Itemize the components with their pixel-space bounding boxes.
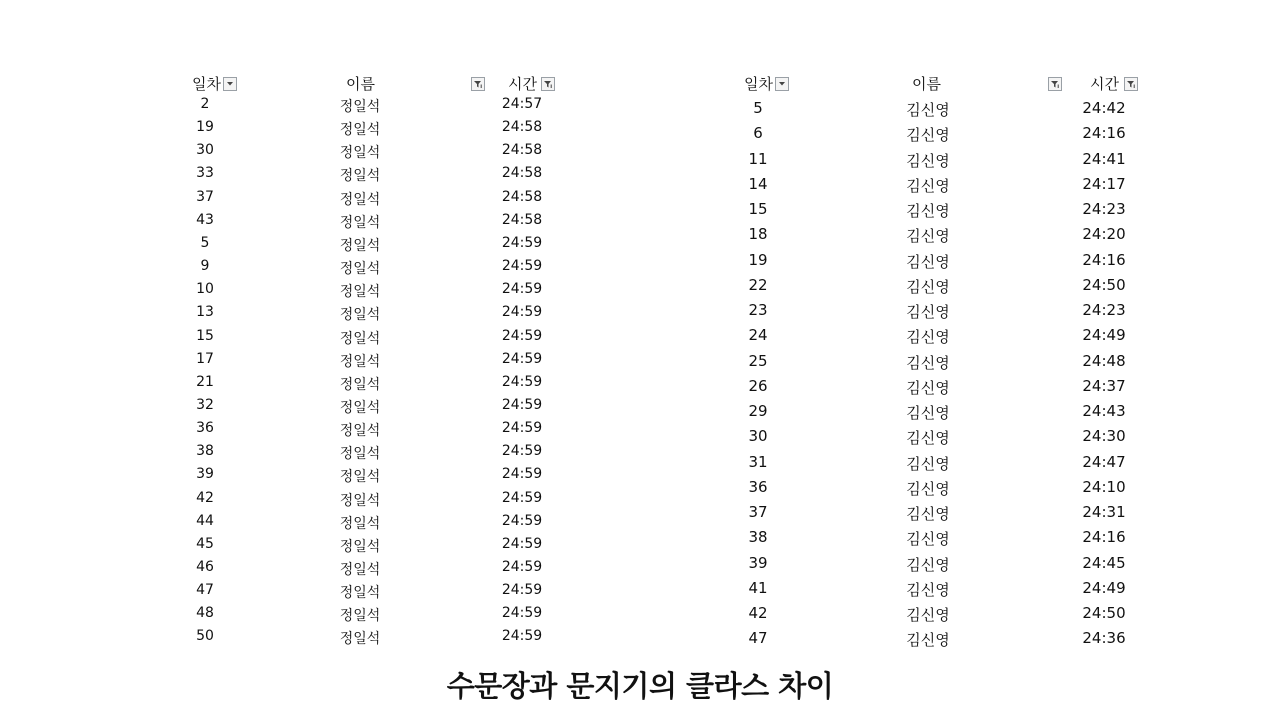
cell-day: 6 (753, 124, 763, 143)
cell-time: 24:23 (1082, 200, 1126, 218)
cell-day: 47 (196, 582, 214, 599)
cell-day: 9 (200, 258, 210, 275)
cell-day: 37 (748, 503, 768, 521)
cell-time: 24:43 (1082, 402, 1126, 420)
cell-time: 24:59 (501, 443, 543, 460)
cell-time: 24:58 (501, 188, 543, 205)
cell-time: 24:50 (1082, 275, 1126, 294)
cell-time: 24:23 (1082, 301, 1126, 319)
cell-name: 김신영 (906, 277, 950, 296)
cell-name: 김신영 (906, 429, 950, 448)
cell-day: 22 (748, 275, 768, 294)
cell-time: 24:42 (1082, 99, 1126, 117)
header-name (912, 73, 941, 94)
cell-day: 21 (196, 373, 214, 390)
cell-time: 24:59 (501, 420, 543, 437)
cell-name: 김신영 (906, 303, 950, 321)
cell-day: 39 (196, 466, 214, 483)
cell-name: 김신영 (906, 454, 950, 473)
cell-time: 24:59 (501, 373, 543, 390)
cell-time: 24:31 (1082, 503, 1126, 521)
cell-name: 김신영 (906, 328, 950, 347)
cell-day: 5 (753, 99, 763, 117)
cell-name: 김신영 (906, 505, 950, 523)
cell-name: 정일석 (339, 376, 381, 393)
cell-day: 48 (196, 605, 214, 622)
cell-time: 24:58 (501, 142, 543, 159)
cell-day: 26 (748, 376, 768, 395)
cell-day: 47 (748, 629, 768, 648)
cell-time: 24:16 (1082, 250, 1126, 269)
cell-name: 김신영 (906, 479, 950, 498)
cell-name: 김신영 (906, 606, 950, 624)
cell-time: 24:59 (501, 489, 543, 506)
cell-name: 김신영 (906, 252, 950, 271)
cell-day: 46 (196, 559, 214, 575)
cell-day: 38 (196, 443, 214, 460)
cell-time: 24:59 (501, 327, 543, 344)
cell-name: 정일석 (339, 330, 381, 347)
cell-day: 30 (748, 427, 768, 446)
cell-name: 정일석 (339, 608, 381, 625)
cell-name: 정일석 (339, 585, 381, 602)
filter-icon[interactable] (1124, 77, 1138, 91)
cell-name: 정일석 (339, 631, 381, 648)
header-name-label: 이름 (346, 75, 375, 93)
cell-day: 45 (196, 535, 214, 552)
cell-name: 정일석 (339, 261, 381, 278)
cell-name: 정일석 (339, 99, 381, 115)
cell-day: 17 (196, 350, 214, 367)
cell-day: 39 (748, 553, 768, 572)
cell-day: 15 (196, 327, 214, 344)
cell-day: 31 (748, 452, 768, 471)
cell-name: 김신영 (906, 580, 950, 599)
slide-caption: 수문장과 문지기의 클라스 차이 (446, 669, 834, 703)
cell-time: 24:10 (1082, 477, 1126, 496)
cell-name: 정일석 (339, 423, 381, 440)
cell-time: 24:17 (1082, 174, 1126, 193)
cell-name: 정일석 (339, 122, 381, 139)
cell-time: 24:58 (501, 211, 543, 228)
cell-time: 24:45 (1082, 553, 1126, 572)
cell-name: 김신영 (906, 151, 950, 170)
cell-day: 5 (200, 234, 210, 251)
cell-day: 15 (748, 200, 768, 218)
cell-name: 정일석 (339, 237, 381, 254)
cell-name: 정일석 (339, 538, 381, 555)
cell-time: 24:59 (501, 396, 543, 413)
cell-day: 36 (196, 420, 214, 437)
cell-day: 10 (196, 281, 214, 298)
cell-time: 24:58 (501, 165, 543, 182)
cell-time: 24:48 (1082, 351, 1126, 370)
cell-name: 정일석 (339, 399, 381, 416)
cell-day: 42 (748, 604, 768, 622)
cell-day: 23 (748, 301, 768, 319)
cell-name: 김신영 (906, 227, 950, 246)
cell-time: 24:50 (1082, 604, 1126, 622)
cell-name: 정일석 (339, 284, 381, 301)
chevron-down-icon[interactable] (775, 77, 789, 91)
cell-name: 정일석 (339, 145, 381, 162)
cell-name: 김신영 (906, 530, 950, 549)
cell-name: 김신영 (906, 378, 950, 397)
cell-name: 정일석 (339, 353, 381, 370)
cell-time: 24:37 (1082, 376, 1126, 395)
header-name-label: 이름 (912, 75, 941, 93)
cell-day: 43 (196, 211, 214, 228)
header-time-label: 시간 (1090, 75, 1119, 93)
cell-day: 38 (748, 528, 768, 547)
cell-day: 11 (748, 149, 768, 168)
cell-day: 2 (200, 96, 210, 112)
cell-time: 24:59 (501, 605, 543, 622)
cell-day: 36 (748, 477, 768, 496)
cell-name: 김신영 (906, 353, 950, 372)
filter-icon[interactable] (1048, 77, 1062, 91)
cell-name: 정일석 (339, 446, 381, 463)
cell-time: 24:59 (501, 304, 543, 321)
cell-name: 정일석 (339, 191, 381, 208)
cell-time: 24:59 (501, 234, 543, 251)
cell-day: 30 (196, 142, 214, 159)
cell-name: 정일석 (339, 492, 381, 509)
cell-time: 24:16 (1082, 124, 1126, 143)
cell-time: 24:57 (501, 96, 543, 112)
cell-name: 정일석 (339, 469, 381, 486)
cell-day: 14 (748, 174, 768, 193)
cell-name: 김신영 (906, 404, 950, 422)
cell-day: 19 (196, 119, 214, 136)
cell-day: 25 (748, 351, 768, 370)
cell-time: 24:49 (1082, 578, 1126, 597)
cell-time: 24:58 (501, 119, 543, 136)
cell-day: 13 (196, 304, 214, 321)
cell-time: 24:16 (1082, 528, 1126, 547)
cell-name: 김신영 (906, 555, 950, 574)
cell-time: 24:20 (1082, 225, 1126, 244)
cell-time: 24:36 (1082, 629, 1126, 648)
cell-name: 김신영 (906, 202, 950, 220)
cell-time: 24:59 (501, 582, 543, 599)
cell-name: 정일석 (339, 168, 381, 185)
cell-time: 24:49 (1082, 326, 1126, 345)
cell-time: 24:30 (1082, 427, 1126, 446)
cell-name: 정일석 (339, 515, 381, 532)
cell-name: 김신영 (906, 631, 950, 650)
cell-day: 44 (196, 512, 214, 529)
cell-name: 정일석 (339, 307, 381, 324)
cell-time: 24:59 (501, 466, 543, 483)
cell-time: 24:59 (501, 628, 543, 645)
cell-name: 김신영 (906, 126, 950, 145)
header-time-label: 시간 (508, 75, 537, 93)
cell-name: 김신영 (906, 101, 950, 119)
cell-day: 33 (196, 165, 214, 182)
cell-day: 19 (748, 250, 768, 269)
cell-time: 24:59 (501, 350, 543, 367)
cell-day: 41 (748, 578, 768, 597)
cell-time: 24:59 (501, 535, 543, 552)
header-day-label: 일차 (744, 75, 773, 93)
cell-time: 24:41 (1082, 149, 1126, 168)
cell-day: 42 (196, 489, 214, 506)
cell-day: 24 (748, 326, 768, 345)
cell-time: 24:47 (1082, 452, 1126, 471)
header-day-label: 일차 (192, 75, 221, 93)
cell-day: 29 (748, 402, 768, 420)
cell-day: 18 (748, 225, 768, 244)
cell-day: 32 (196, 396, 214, 413)
header-time (1090, 73, 1138, 94)
header-day (744, 73, 789, 94)
cell-time: 24:59 (501, 512, 543, 529)
cell-day: 37 (196, 188, 214, 205)
cell-time: 24:59 (501, 281, 543, 298)
cell-time: 24:59 (501, 258, 543, 275)
cell-name: 정일석 (339, 562, 381, 578)
cell-name: 김신영 (906, 176, 950, 195)
cell-day: 50 (196, 628, 214, 645)
cell-time: 24:59 (501, 559, 543, 575)
cell-name: 정일석 (339, 214, 381, 231)
